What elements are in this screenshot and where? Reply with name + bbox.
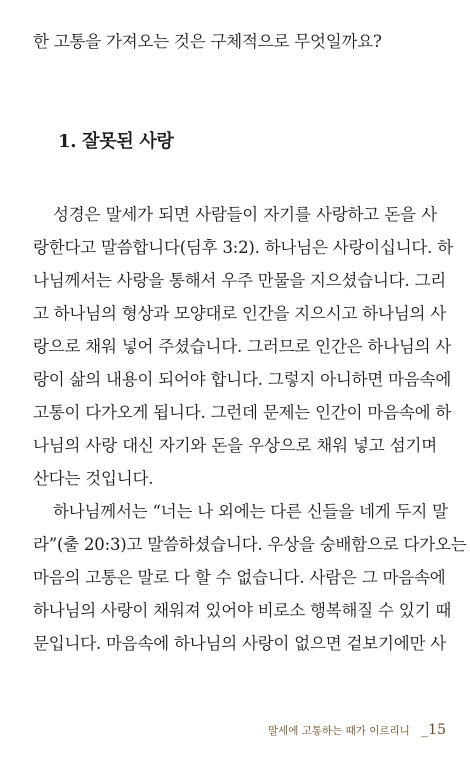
- paragraph-line: 고통이 다가오게 됩니다. 그런데 문제는 인간이 마음속에 하: [33, 403, 452, 422]
- paragraph-line: 하나님께서는 “너는 나 외에는 다른 신들을 네게 두지 말: [53, 502, 448, 521]
- paragraph-line: 랑한다고 말씀합니다(딤후 3:2). 하나님은 사랑이십니다. 하: [33, 238, 454, 257]
- paragraph-line: 라”(출 20:3)고 말씀하셨습니다. 우상을 숭배함으로 다가오는: [33, 535, 467, 554]
- footer-separator: _: [421, 722, 429, 738]
- page-footer: [268, 723, 446, 738]
- page-number: 15: [428, 722, 446, 738]
- running-title: 말세에 고통하는 때가 이르리니: [267, 725, 410, 737]
- paragraph-line: 나님의 사랑 대신 자기와 돈을 우상으로 채워 넣고 섬기며: [33, 436, 437, 455]
- paragraph-line: 산다는 것입니다.: [33, 469, 154, 488]
- paragraph-line: 나님께서는 사랑을 통해서 우주 만물을 지으셨습니다. 그리: [33, 271, 447, 290]
- paragraph-line: 문입니다. 마음속에 하나님의 사랑이 없으면 겉보기에만 사: [33, 634, 447, 653]
- paragraph-line: 하나님의 사랑이 채워져 있어야 비로소 행복해질 수 있기 때: [33, 601, 452, 620]
- paragraph-line: 고 하나님의 형상과 모양대로 인간을 지으시고 하나님의 사: [33, 304, 447, 323]
- paragraph-line: 마음의 고통은 말로 다 할 수 없습니다. 사람은 그 마음속에: [33, 568, 446, 587]
- paragraph-line: 랑이 삶의 내용이 되어야 합니다. 그렇지 아니하면 마음속에: [33, 370, 452, 389]
- paragraph-line: 성경은 말세가 되면 사람들이 자기를 사랑하고 돈을 사: [53, 205, 437, 224]
- paragraph-line: 랑으로 채워 넣어 주셨습니다. 그러므로 인간은 하나님의 사: [33, 337, 452, 356]
- body-text-line: 한 고통을 가져오는 것은 구체적으로 무엇일까요?: [33, 32, 382, 51]
- section-heading: 1. 잘못된 사랑: [58, 131, 174, 152]
